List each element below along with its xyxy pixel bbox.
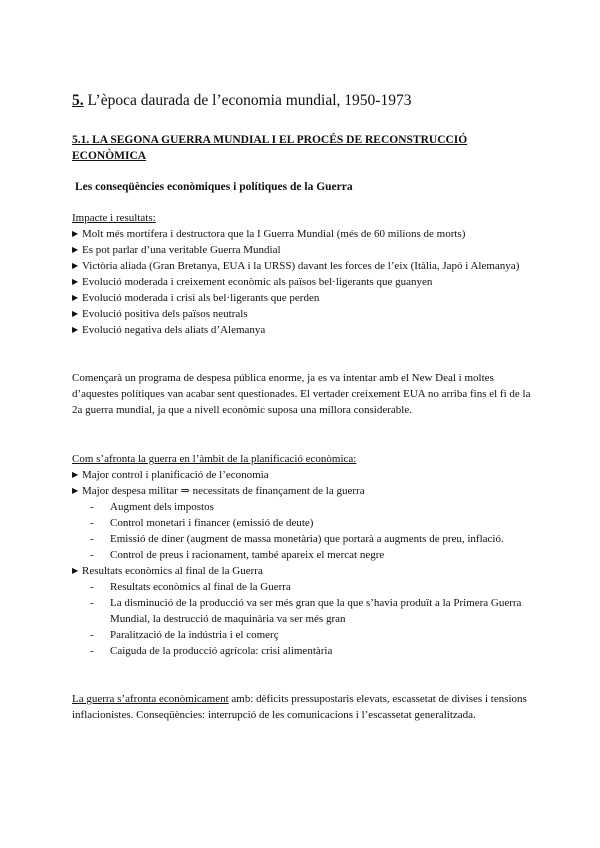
bullet-text: Victòria aliada (Gran Bretanya, EUA i la URSS) davant les forces de l’eix (Itàlia, Japó i Alemanya) bbox=[82, 260, 520, 272]
bullet-text: Resultats econòmics al final de la Guerra bbox=[82, 565, 263, 577]
sublist-text: La disminució de la producció va ser més gran que la que s’havia produït a la Primera Guerra Mundial, la destrucció de maquinària va ser més gran bbox=[110, 597, 522, 625]
list-item bbox=[72, 563, 532, 579]
sublist-item bbox=[72, 547, 532, 563]
bullet-text: Evolució moderada i crisi als bel·ligerants que perden bbox=[82, 292, 320, 304]
bullet-icon: ▶ bbox=[72, 229, 79, 238]
dash-marker: - bbox=[90, 517, 94, 529]
section-heading: 5.1. LA SEGONA GUERRA MUNDIAL I EL PROCÉS DE RECONSTRUCCIÓ ECONÒMICA bbox=[72, 134, 468, 162]
bullet-text: Molt més mortífera i destructora que la I Guerra Mundial (més de 60 milions de morts) bbox=[82, 228, 466, 240]
list-item bbox=[72, 483, 532, 499]
bullet-icon: ▶ bbox=[72, 245, 79, 254]
sublist-item bbox=[72, 627, 532, 643]
sublist-text: Emissió de diner (augment de massa monetària) que portarà a augments de preu, inflació. bbox=[110, 533, 504, 545]
dash-marker: - bbox=[90, 533, 94, 545]
sublist-item bbox=[72, 531, 532, 547]
closing-rest: amb: dèficits pressupostaris elevats, escassetat de divises i tensions inflacionistes. Conseqüències: interrupció de les comunicacions i l’escassetat generalitzada. bbox=[72, 693, 527, 721]
list-item bbox=[72, 274, 532, 290]
dash-marker: - bbox=[90, 597, 94, 609]
sublist-item bbox=[72, 515, 532, 531]
bullet-icon: ▶ bbox=[72, 486, 79, 495]
subheading: Les conseqüències econòmiques i polítiques de la Guerra bbox=[75, 181, 353, 193]
afronta-section bbox=[72, 451, 532, 659]
dash-marker: - bbox=[90, 501, 94, 513]
closing-underlined: La guerra s’afronta econòmicament bbox=[72, 693, 229, 705]
sublist-text: Resultats econòmics al final de la Guerra bbox=[110, 581, 291, 593]
bullet-icon: ▶ bbox=[72, 261, 79, 270]
impacte-list bbox=[72, 226, 532, 338]
list-item bbox=[72, 306, 532, 322]
sublist-text: Augment dels impostos bbox=[110, 501, 214, 513]
bullet-text: Major despesa militar ⇒ necessitats de finançament de la guerra bbox=[82, 485, 365, 497]
list-item bbox=[72, 258, 532, 274]
list-item bbox=[72, 242, 532, 258]
afronta-label: Com s’afronta la guerra en l’àmbit de la planificació econòmica: bbox=[72, 453, 357, 465]
paragraph-despesa: Començarà un programa de despesa pública enorme, ja es va intentar amb el New Deal i moltes d’aquestes polítiques van acabar sent questionades. El vertader creixement EUA no arriba fins el fi de la 2a guerra mundial, ja que a nivell econòmic suposa una millora considerable. bbox=[72, 372, 531, 416]
bullet-icon: ▶ bbox=[72, 325, 79, 334]
list-item bbox=[72, 322, 532, 338]
sublist-resultats bbox=[72, 579, 532, 659]
sublist-text: Caiguda de la producció agrícola: crisi alimentària bbox=[110, 645, 333, 657]
page-title bbox=[72, 92, 411, 110]
sublist-text: Control de preus i racionament, també apareix el mercat negre bbox=[110, 549, 385, 561]
section-number: 5. bbox=[72, 92, 84, 109]
list-item bbox=[72, 290, 532, 306]
bullet-icon: ▶ bbox=[72, 309, 79, 318]
dash-marker: - bbox=[90, 581, 94, 593]
sublist-despesa bbox=[72, 499, 532, 563]
list-item bbox=[72, 226, 532, 242]
bullet-text: Major control i planificació de l’economia bbox=[82, 469, 269, 481]
bullet-icon: ▶ bbox=[72, 277, 79, 286]
sublist-text: Control monetari i financer (emissió de deute) bbox=[110, 517, 314, 529]
bullet-text: Es pot parlar d’una veritable Guerra Mundial bbox=[82, 244, 281, 256]
sublist-item bbox=[72, 579, 532, 595]
bullet-icon: ▶ bbox=[72, 293, 79, 302]
list-item bbox=[72, 467, 532, 483]
bullet-text: Evolució moderada i creixement econòmic als països bel·ligerants que guanyen bbox=[82, 276, 433, 288]
bullet-icon: ▶ bbox=[72, 470, 79, 479]
sublist-item bbox=[72, 643, 532, 659]
sublist-text: Paralització de la indústria i el comerç bbox=[110, 629, 279, 641]
impacte-section bbox=[72, 210, 532, 338]
bullet-text: Evolució negativa dels aliats d’Alemanya bbox=[82, 324, 266, 336]
dash-marker: - bbox=[90, 645, 94, 657]
title-text: L’època daurada de l’economia mundial, 1950-1973 bbox=[83, 92, 412, 109]
bullet-icon: ▶ bbox=[72, 566, 79, 575]
bullet-text: Evolució positiva dels països neutrals bbox=[82, 308, 248, 320]
dash-marker: - bbox=[90, 629, 94, 641]
closing-paragraph bbox=[72, 691, 532, 723]
dash-marker: - bbox=[90, 549, 94, 561]
impacte-label: Impacte i resultats: bbox=[72, 212, 156, 224]
sublist-item bbox=[72, 595, 532, 627]
sublist-item bbox=[72, 499, 532, 515]
